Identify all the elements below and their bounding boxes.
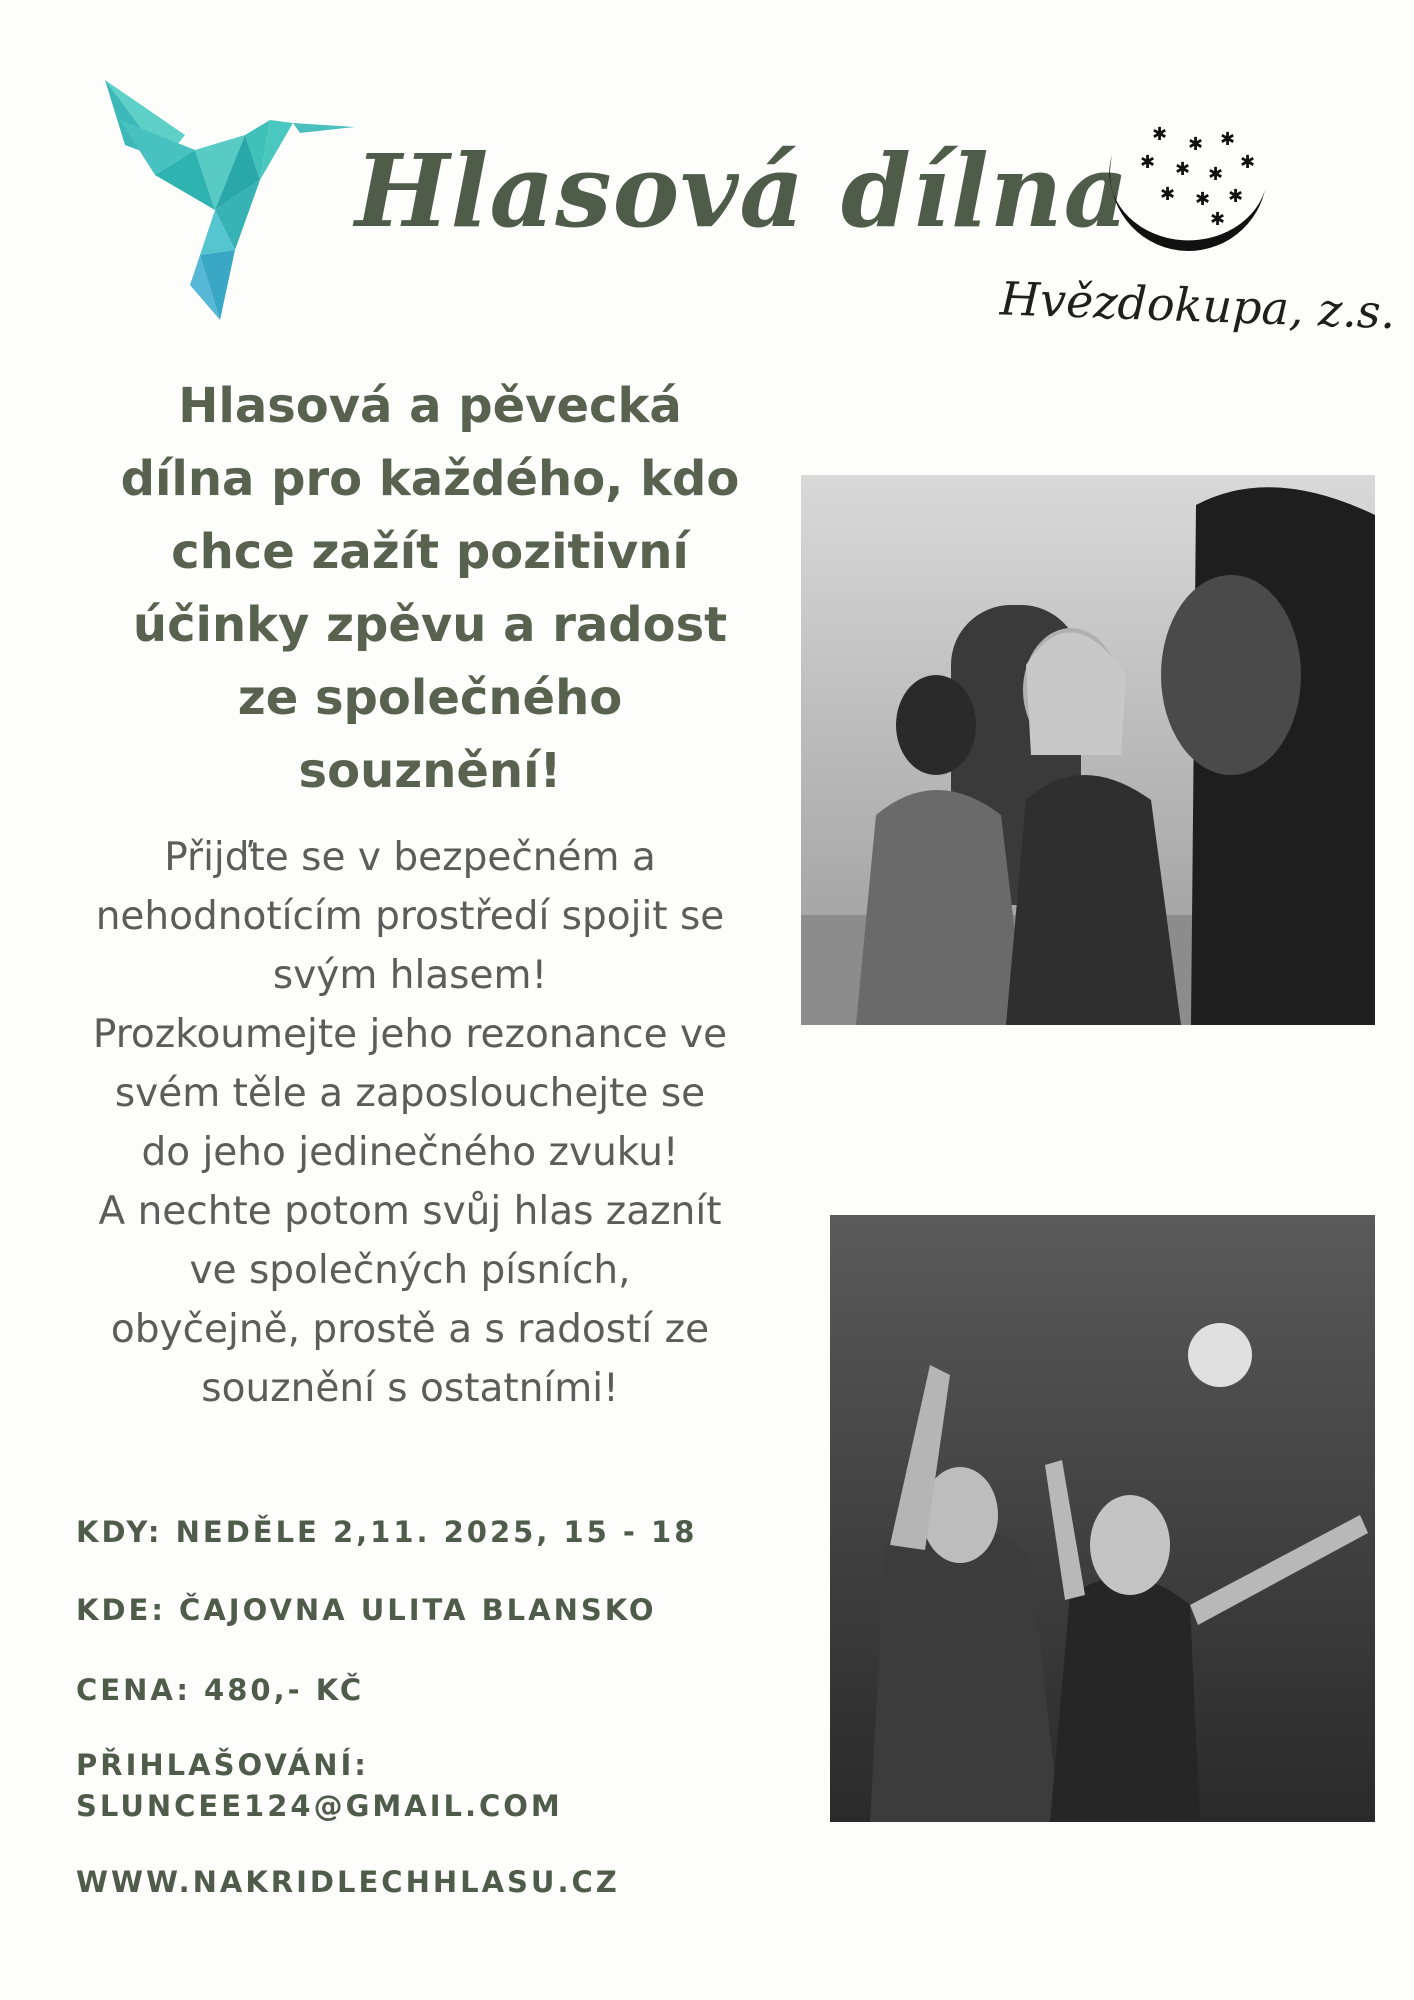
svg-text:✱: ✱ <box>1228 186 1244 207</box>
svg-text:✱: ✱ <box>1220 129 1236 150</box>
crescent-moon-stars-icon <box>1100 120 1275 270</box>
intro-paragraph <box>20 828 800 1418</box>
intro-line: obyčejně, prostě a s radostí ze <box>110 1307 710 1352</box>
intro-line: nehodnotícím prostředí spojit se <box>95 894 725 939</box>
event-price: CENA: 480,- KČ <box>76 1673 365 1707</box>
svg-text:✱: ✱ <box>1188 134 1204 155</box>
headline-line: účinky zpěvu a radost <box>132 597 728 653</box>
intro-line: A nechte potom svůj hlas zaznít <box>98 1189 722 1234</box>
website-link[interactable]: WWW.NAKRIDLECHHLASU.CZ <box>76 1865 620 1899</box>
svg-text:✱: ✱ <box>1240 152 1256 173</box>
event-location: KDE: ČAJOVNA ULITA BLANSKO <box>76 1593 657 1627</box>
svg-text:✱: ✱ <box>1195 189 1211 210</box>
headline-line: chce zažít pozitivní <box>171 524 689 580</box>
signup-label: PŘIHLAŠOVÁNÍ: <box>76 1748 369 1782</box>
photo-women-raised-arms <box>830 1215 1375 1822</box>
svg-text:✱: ✱ <box>1175 159 1191 180</box>
headline-line: dílna pro každého, kdo <box>120 451 740 507</box>
intro-line: svém těle a zaposlouchejte se <box>114 1071 706 1116</box>
headline-line: ze společného <box>237 670 623 726</box>
headline-line: Hlasová a pěvecká <box>178 378 682 434</box>
intro-line: Prozkoumejte jeho rezonance ve <box>92 1012 728 1057</box>
intro-line: souznění s ostatními! <box>201 1366 619 1411</box>
svg-text:✱: ✱ <box>1152 124 1168 145</box>
organization-name: Hvězdokupa, z.s. <box>999 271 1397 340</box>
headline <box>40 370 820 808</box>
svg-text:✱: ✱ <box>1210 209 1226 230</box>
page-title: Hlasová dílna <box>355 132 1130 250</box>
photo-women-singing <box>801 475 1375 1025</box>
svg-text:✱: ✱ <box>1160 184 1176 205</box>
hummingbird-icon <box>95 75 355 320</box>
event-date: KDY: NEDĚLE 2,11. 2025, 15 - 18 <box>76 1515 698 1549</box>
headline-line: souznění! <box>298 743 562 799</box>
svg-text:✱: ✱ <box>1208 164 1224 185</box>
intro-line: svým hlasem! <box>272 953 548 998</box>
intro-line: do jeho jedinečného zvuku! <box>141 1130 679 1175</box>
signup-email-link[interactable]: SLUNCEE124@GMAIL.COM <box>76 1789 563 1823</box>
intro-line: ve společných písních, <box>189 1248 631 1293</box>
signup-block <box>76 1745 756 1827</box>
intro-line: Přijďte se v bezpečném a <box>164 835 656 880</box>
svg-text:✱: ✱ <box>1140 152 1156 173</box>
